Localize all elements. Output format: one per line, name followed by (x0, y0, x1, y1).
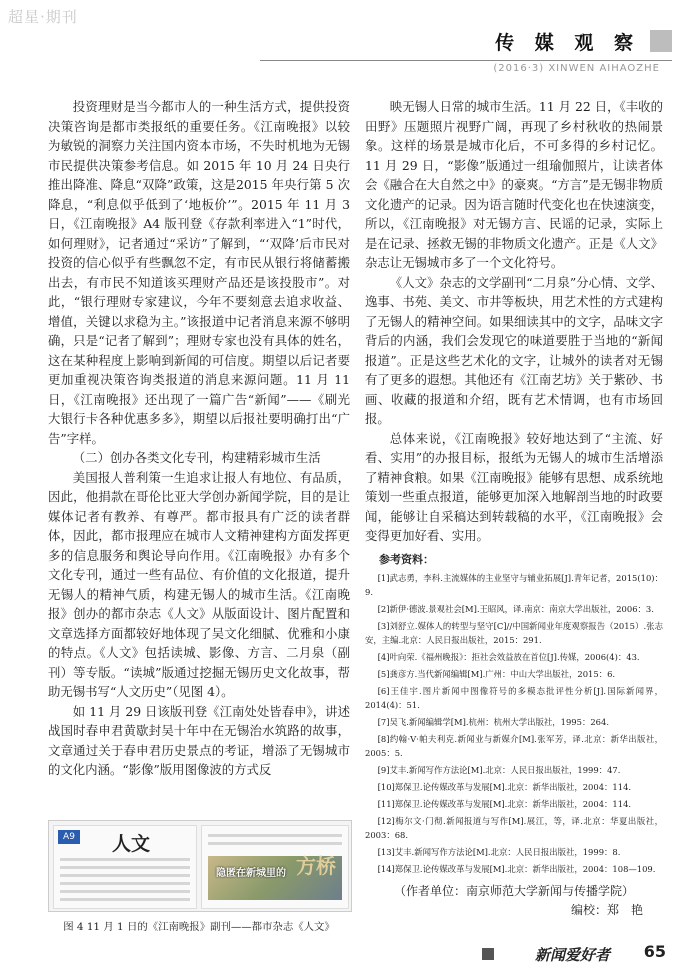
left-column (48, 97, 350, 780)
figure-text-line (208, 834, 342, 837)
section-title: 传 媒 观 察 (495, 32, 640, 54)
subheading: （二）创办各类文化专刊，构建精彩城市生活 (72, 450, 321, 465)
footer-mark-icon (482, 948, 494, 960)
figure-text-line (60, 866, 190, 869)
figure-panel-renwen (53, 825, 197, 909)
figure-text-line (60, 898, 190, 901)
references-title: 参考资料： (379, 552, 434, 566)
reference-item: [9]艾丰.新闻写作方法论[M].北京：人民日报出版社，1999：47. (377, 765, 621, 775)
reference-item: [8]约翰·V·帕夫利克.新闻业与新媒介[M].张军芳，译.北京：新华出版社，2005：5. (365, 734, 663, 758)
paragraph: 如 11 月 29 日该版刊登《江南处处皆春申》，讲述战国时春申君黄歇封吴十年中在无锡治水筑路的故事，文章通过关于春申君历史景点的考证，增添了无锡城市的文化内涵。“影像”版用图像波的方式反 (48, 703, 350, 777)
author-affiliation: （作者单位：南京师范大学新闻与传播学院） (393, 884, 634, 898)
reference-item: [13]艾丰.新闻写作方法论[M].北京：人民日报出版社，1999：8. (377, 847, 621, 857)
reference-item: [7]吴飞.新闻编辑学[M].杭州：杭州大学出版社，1995：264. (377, 717, 609, 727)
right-column (365, 97, 663, 920)
figure-masthead: 人文 (112, 833, 151, 855)
reference-item: [5]龚彦方.当代新闻编辑[M].广州：中山大学出版社，2015：6. (377, 669, 616, 679)
reference-item: [11]郑保卫.论传媒改革与发展[M].北京：新华出版社，2004：114. (377, 799, 632, 809)
reference-item: [12]梅尔文·门彻.新闻报道与写作[M].展江，等，译.北京：华夏出版社，2003：68. (365, 816, 663, 840)
figure-text-line (60, 858, 190, 861)
references-list (365, 571, 663, 876)
figure-headline: 隐匿在新城里的 (216, 868, 286, 879)
header-rule (260, 60, 672, 61)
reference-item: [6]王佳宇.图片新闻中图像符号的多模态批评性分析[J].国际新闻界，2014(4)：51. (365, 686, 663, 710)
reference-item: [14]郑保卫.论传媒改革与发展[M].北京：新华出版社，2004：108—109. (377, 864, 656, 874)
figure-caption: 图 4 11 月 1 日的《江南晚报》副刊——都市杂志《人文》 (63, 921, 335, 933)
figure-text-line (60, 882, 190, 885)
figure-panel-fangqiao (201, 825, 349, 909)
reference-item: [2]新伊·德波.景观社会[M].王昭风，译.南京：南京大学出版社，2006：3. (377, 604, 654, 614)
paragraph: 《人文》杂志的文学副刊“二月泉”分心情、文学、逸事、书苑、美文、市井等板块，用艺术性的方式建构了无锡人的精神空间。如果细读其中的文字，品味文字背后的内涵，我们会发现它的味道要胜于当地的“新闻报道”。正是这些艺术化的文字，让城外的读者对无锡有了更多的遐想。其他还有《江南艺坊》关于紫砂、书画、收藏的报道和介绍，既有艺术情调，也有市场回报。 (365, 274, 663, 426)
reference-item: [3]刘舒立.媒体人的转型与坚守[C]//中国新闻业年度观察报告（2015）.张志安，主编.北京：人民日报出版社，2015：291. (365, 621, 663, 645)
reference-item: [10]郑保卫.论传媒改革与发展[M].北京：新华出版社，2004：114. (377, 782, 632, 792)
paragraph: 投资理财是当今都市人的一种生活方式，提供投资决策咨询是都市类报纸的重要任务。《江南晚报》以较为敏锐的洞察力关注国内资本市场，不失时机地为无锡市民提供决策参考信息。如 2015 年 10 月 24 日央行推出降准、降息“双降”政策，这是2015 年央行第 5 次降息，“利息似乎低到了‘地板价’”。2015 年 11 月 3 日，《江南晚报》A4 版刊登《存款利率进入“1”时代，如何理财》，记者通过“采访”了解到，“‘双降’后市民对投资的信心似乎有些飘忽不定，有市民从银行将储蓄搬出去，有市民不知道该买理财产品还是该投股市”。对此，“银行理财专家建议，今年不要刻意去追求收益、增值，关键以求稳为主。”该报道中记者消息来源不够明确，只是“记者了解到”；理财专家也没有具体的姓名，这在某种程度上影响到新闻的可信度。期望以后记者要更加重视决策咨询类报道的消息来源问题。11 月 11 日，《江南晚报》还出现了一篇广告“新闻”——《刷光大银行卡各种优惠多多》，期望以后报社要明确打出“广告”字样。 (48, 99, 350, 446)
watermark: 超星·期刊 (8, 8, 78, 26)
figure-text-line (208, 842, 342, 845)
footer-magazine: 新闻爱好者 (534, 946, 610, 964)
figure-text-line (60, 874, 190, 877)
page-number: 65 (643, 942, 666, 961)
paragraph: 美国报人普利策一生追求让报人有地位、有品质，因此，他捐款在哥伦比亚大学创办新闻学院，目的是让媒体记者有教养、有尊严。都市报具有广泛的读者群体，因此，都市报理应在城市人文精神建构方面发挥更多的信息服务和舆论导向作用。《江南晚报》办有多个文化专刊，通过一些有品位、有价值的文化报道，提升无锡人的精神气质，构建无锡人的城市生活。《江南晚报》创办的都市杂志《人文》从版面设计、图片配置和文章选择方面都较好地体现了吴文化细腻、优雅和小康的特点。《人文》包括读城、影像、方言、二月泉（副刊）等专版。“读城”版通过挖掘无锡历史文化故事，帮助无锡书写“人文历史”（见图 4）。 (48, 469, 350, 699)
paragraph: 映无锡人日常的城市生活。11 月 22 日，《丰收的田野》压题照片视野广阔，再现了乡村秋收的热闹景象。这样的场景是城市化后，不可多得的乡村记忆。11 月 29 日，“影像”版通过一组瑜伽照片，让读者体会《融合在大自然之中》的豪爽。“方言”是无锡非物质文化遗产的记录。因为语言随时代变化也在快速演变，所以，《江南晚报》对无锡方言、民谣的记录，实际上是在记录、拯救无锡的非物质文化遗产。正是《人文》杂志让无锡城市多了一个文化符号。 (365, 99, 663, 270)
figure-text-line (60, 890, 190, 893)
header-block (650, 30, 672, 52)
reference-item: [4]叶向荣.《福州晚报》：拒社会效益放在首位[J].传媒，2006(4)：43. (377, 652, 640, 662)
figure-4 (48, 820, 352, 912)
editor-credit: 编校：郑 艳 (570, 903, 643, 917)
reference-item: [1]武志勇，李科.主流媒体的主业坚守与辅业拓展[J].青年记者，2015(10)：9. (365, 573, 663, 597)
figure-big-title: 方桥 (296, 854, 336, 878)
paragraph: 总体来说，《江南晚报》较好地达到了“主流、好看、实用”的办报目标，报纸为无锡人的城市生活增添了精神食粮。如果《江南晚报》能够有思想、成系统地策划一些重点报道，能够更加深入地解剖当地的时政要闻，能够让自采稿达到转载稿的水平，《江南晚报》会变得更加好看、实用。 (365, 430, 663, 543)
issue-label: (2016·3) XINWEN AIHAOZHE (493, 63, 660, 74)
figure-page-tag: A9 (58, 830, 80, 844)
